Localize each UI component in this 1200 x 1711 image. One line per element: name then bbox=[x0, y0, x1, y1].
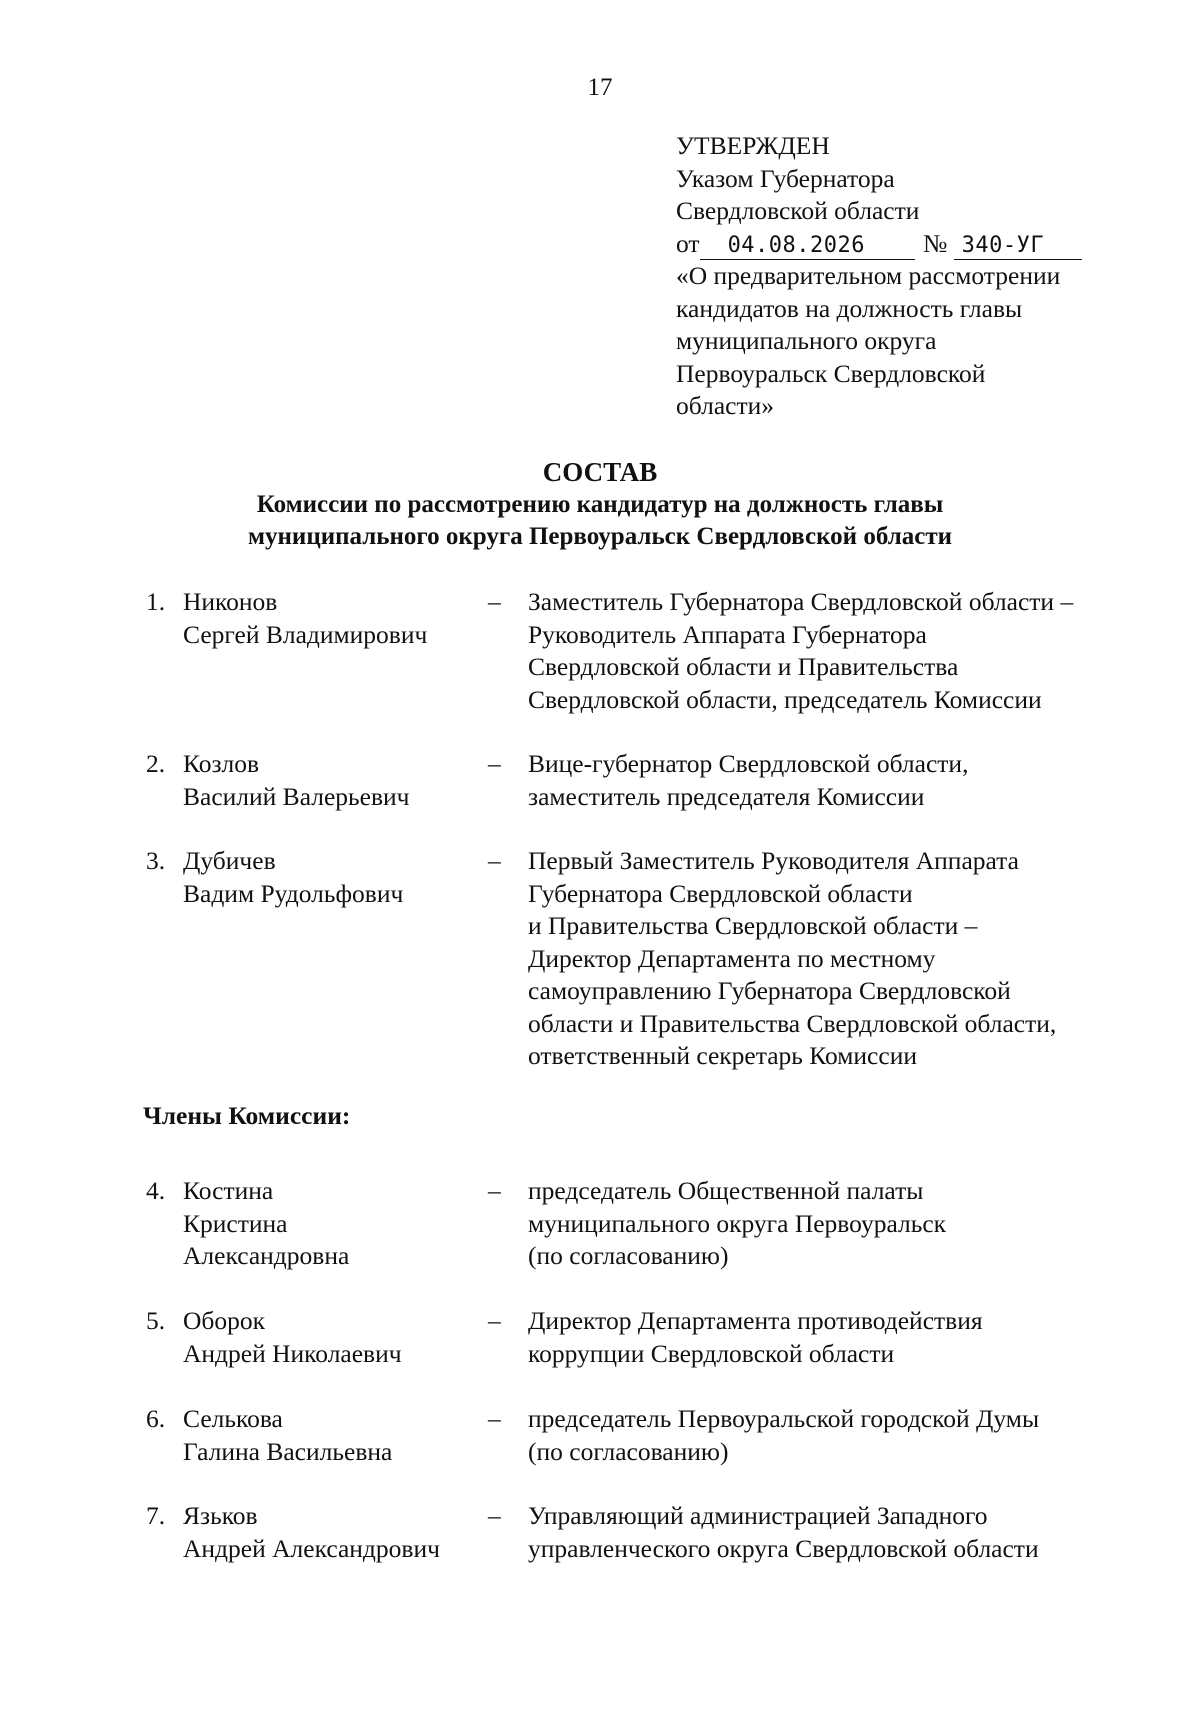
heading-title: СОСТАВ bbox=[542, 457, 658, 487]
member-given-names: Сергей Владимирович bbox=[183, 619, 428, 649]
decree-date: 04.08.2026 bbox=[727, 232, 866, 258]
member-role-line: Губернатора Свердловской области bbox=[528, 878, 913, 908]
member-role-line: председатель Общественной палаты bbox=[528, 1176, 924, 1205]
approval-subject-line: Первоуральск Свердловской bbox=[676, 358, 986, 388]
member-role-line: и Правительства Свердловской области – bbox=[528, 911, 978, 940]
member-role-line: Свердловской области и Правительства bbox=[528, 652, 959, 681]
member-role-line: Управляющий администрацией Западного bbox=[528, 1501, 988, 1530]
member-role-line: области и Правительства Свердловской области, bbox=[528, 1008, 1057, 1038]
member-surname: Селькова bbox=[183, 1404, 283, 1433]
member-role-line: Заместитель Губернатора Свердловской области – bbox=[528, 587, 1074, 616]
member-role bbox=[528, 1175, 1128, 1273]
member-role-line: (по согласованию) bbox=[528, 1241, 729, 1270]
member-role-line: управленческого округа Свердловской области bbox=[528, 1533, 1039, 1563]
member-name bbox=[183, 1500, 473, 1565]
member-given-names: Андрей Александрович bbox=[183, 1533, 440, 1563]
member-surname: Никонов bbox=[183, 587, 278, 616]
member-name bbox=[183, 1403, 473, 1468]
member-dash: – bbox=[488, 587, 501, 616]
member-role-line: Директор Департамента по местному bbox=[528, 943, 936, 973]
member-role bbox=[528, 586, 1128, 716]
member-surname: Язьков bbox=[183, 1501, 258, 1530]
member-role-line: коррупции Свердловской области bbox=[528, 1338, 895, 1368]
member-role-line: Руководитель Аппарата Губернатора bbox=[528, 619, 927, 649]
document-heading bbox=[0, 455, 1200, 553]
number-field bbox=[954, 231, 1082, 260]
member-given-names: Александровна bbox=[183, 1241, 350, 1270]
member-role bbox=[528, 1500, 1128, 1565]
member-number: 5. bbox=[146, 1306, 166, 1335]
member-dash: – bbox=[488, 1306, 501, 1335]
member-given-names: Андрей Николаевич bbox=[183, 1338, 402, 1368]
member-dash: – bbox=[488, 846, 501, 875]
approval-block bbox=[676, 130, 1116, 423]
member-dash: – bbox=[488, 1176, 501, 1205]
approval-decree-line: Указом Губернатора bbox=[676, 163, 895, 193]
member-number: 7. bbox=[146, 1501, 166, 1530]
member-name bbox=[183, 748, 473, 813]
member-surname: Оборок bbox=[183, 1306, 266, 1335]
member-role-line: Вице-губернатор Свердловской области, bbox=[528, 749, 969, 778]
decree-number: 340-УГ bbox=[961, 232, 1045, 258]
member-given-names: Кристина bbox=[183, 1208, 288, 1238]
approval-subject-line: муниципального округа bbox=[676, 326, 937, 355]
member-name bbox=[183, 586, 473, 651]
member-role bbox=[528, 1403, 1128, 1468]
approval-title: УТВЕРЖДЕН bbox=[676, 131, 830, 160]
member-number: 6. bbox=[146, 1404, 166, 1433]
approval-subject-line: кандидатов на должность главы bbox=[676, 293, 1023, 323]
member-role bbox=[528, 845, 1128, 1073]
approval-subject-line: области» bbox=[676, 391, 774, 420]
member-role-line: Директор Департамента противодействия bbox=[528, 1306, 983, 1335]
member-number: 4. bbox=[146, 1176, 166, 1205]
member-given-names: Василий Валерьевич bbox=[183, 781, 410, 811]
member-dash: – bbox=[488, 1404, 501, 1433]
member-number: 3. bbox=[146, 846, 166, 875]
member-name bbox=[183, 1175, 473, 1273]
member-number: 2. bbox=[146, 749, 166, 778]
heading-subtitle-line: муниципального округа Первоуральск Свердловской области bbox=[247, 523, 953, 550]
member-role bbox=[528, 748, 1128, 813]
member-role-line: муниципального округа Первоуральск bbox=[528, 1208, 947, 1238]
heading-subtitle-line: Комиссии по рассмотрению кандидатур на должность главы bbox=[256, 491, 944, 518]
member-role-line: заместитель председателя Комиссии bbox=[528, 781, 925, 811]
member-surname: Дубичев bbox=[183, 846, 276, 875]
approval-subject-line: «О предварительном рассмотрении bbox=[676, 261, 1061, 290]
members-section-label: Члены Комиссии: bbox=[143, 1101, 351, 1130]
member-number: 1. bbox=[146, 587, 166, 616]
member-role bbox=[528, 1305, 1128, 1370]
member-name bbox=[183, 845, 473, 910]
member-role-line: председатель Первоуральской городской Думы bbox=[528, 1404, 1040, 1433]
member-given-names: Вадим Рудольфович bbox=[183, 878, 404, 908]
member-role-line: (по согласованию) bbox=[528, 1436, 729, 1466]
date-prefix: от bbox=[676, 228, 700, 258]
member-name bbox=[183, 1305, 473, 1370]
member-role-line: ответственный секретарь Комиссии bbox=[528, 1041, 917, 1070]
member-surname: Костина bbox=[183, 1176, 274, 1205]
member-role-line: самоуправлению Губернатора Свердловской bbox=[528, 976, 1011, 1005]
number-prefix: № bbox=[922, 228, 948, 258]
approval-region-line: Свердловской области bbox=[676, 196, 920, 225]
member-given-names: Галина Васильевна bbox=[183, 1436, 393, 1466]
member-role-line: Первый Заместитель Руководителя Аппарата bbox=[528, 846, 1019, 875]
page-number: 17 bbox=[587, 74, 613, 101]
member-surname: Козлов bbox=[183, 749, 260, 778]
approval-date-number-line bbox=[676, 228, 1116, 261]
member-dash: – bbox=[488, 1501, 501, 1530]
member-role-line: Свердловской области, председатель Комиссии bbox=[528, 684, 1042, 714]
date-field bbox=[700, 231, 915, 260]
member-dash: – bbox=[488, 749, 501, 778]
